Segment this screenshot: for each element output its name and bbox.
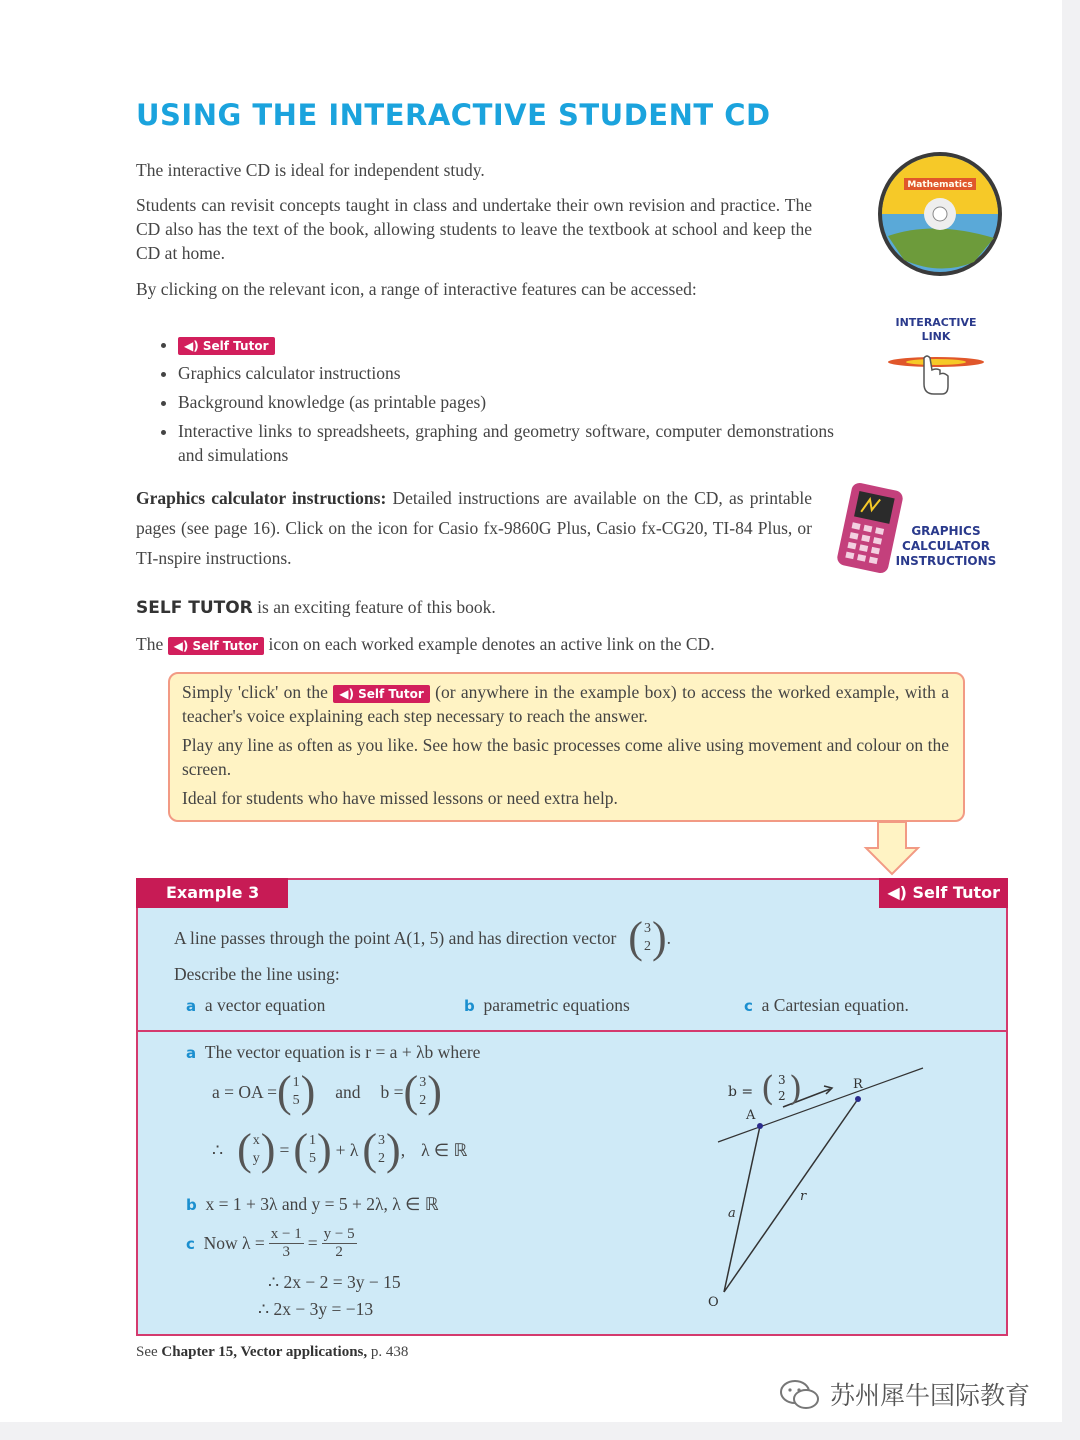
- self-tutor-paragraph: [136, 595, 856, 620]
- text: The: [136, 634, 164, 654]
- example-self-tutor-button[interactable]: ◀) Self Tutor: [879, 878, 1008, 908]
- intro-paragraph: The interactive CD is ideal for independent study.: [136, 160, 485, 180]
- example-tab: Example 3: [136, 878, 288, 908]
- svg-text:2: 2: [778, 1089, 786, 1103]
- solution-a-equation: ∴ ( x y ) = ( 1 5 ) + λ ( 3 2 ) , λ ∈ ℝ: [212, 1125, 468, 1174]
- wechat-icon: [778, 1378, 822, 1412]
- callout-line: Play any line as often as you like. See how the basic processes come alive using movement and colour on the screen.: [182, 735, 949, 779]
- svg-text:(: (: [761, 1069, 775, 1109]
- svg-text:3: 3: [778, 1073, 786, 1087]
- example-box[interactable]: [136, 878, 1008, 1336]
- self-tutor-icon-paragraph: [136, 632, 856, 656]
- self-tutor-callout: [168, 672, 965, 822]
- down-arrow-icon: [862, 822, 922, 878]
- solution-c-result: ∴ 2x − 3y = −13: [258, 1299, 374, 1319]
- self-tutor-badge[interactable]: ◀) Self Tutor: [178, 337, 275, 355]
- example-divider: [138, 1030, 1006, 1032]
- page-title: USING THE INTERACTIVE STUDENT CD: [136, 98, 771, 132]
- point-a: [757, 1123, 763, 1129]
- gc-text: Detailed instructions are available on the CD, as printable pages (see page 16). Click on the icon for Casio fx-9860G Plus, Casio fx-CG20, TI-84 Plus, or TI-nspire instructions.: [136, 488, 812, 568]
- features-intro: By clicking on the relevant icon, a range of interactive features can be accessed:: [136, 279, 697, 299]
- solution-c: c Now λ = $\frac{x - 1}{3}$ = $\frac{y - 5}{2}$: [186, 1226, 355, 1260]
- vector-diagram: [708, 1040, 948, 1310]
- watermark-text: 苏州犀牛国际教育: [830, 1381, 1031, 1410]
- solution-a-vectors: a = OA = ( 1 5 ) and b = ( 3 2 ): [212, 1067, 442, 1116]
- revision-paragraph: Students can revisit concepts taught in class and undertake their own revision and practice. The CD also has the text of the book, allowing students to leave the textbook at school and keep the CD at home.: [136, 195, 812, 263]
- question-line: A line passes through the point A(1, 5) and has direction vector ( 3 2 ) .: [174, 913, 671, 962]
- gc-instructions-label[interactable]: GRAPHICS CALCULATOR INSTRUCTIONS: [895, 524, 997, 568]
- features-list: [156, 332, 834, 472]
- feature-item: • Interactive links to spreadsheets, graphing and geometry software, computer demonstrations and simulations: [178, 419, 834, 467]
- point-r: [855, 1096, 861, 1102]
- interactive-link-label[interactable]: INTERACTIVE LINK: [895, 316, 977, 343]
- svg-text:A: A: [746, 1108, 756, 1123]
- solution-c-step: ∴ 2x − 2 = 3y − 15: [268, 1272, 401, 1292]
- svg-text:a: a: [728, 1206, 736, 1221]
- svg-text:b =: b =: [728, 1084, 754, 1100]
- vector-r: [724, 1099, 858, 1292]
- self-tutor-badge[interactable]: ◀) Self Tutor: [333, 685, 430, 703]
- self-tutor-heading: SELF TUTOR: [136, 598, 253, 618]
- solution-b: b x = 1 + 3λ and y = 5 + 2λ, λ ∈ ℝ: [186, 1194, 439, 1214]
- feature-item: • Background knowledge (as printable pages): [178, 390, 834, 414]
- svg-text:r: r: [800, 1189, 807, 1204]
- chapter-reference: See Chapter 15, Vector applications, p. 438: [136, 1344, 409, 1360]
- line-through-a-and-r: [718, 1068, 923, 1142]
- callout-line: Simply 'click' on the ◀) Self Tutor (or anywhere in the example box) to access the worked example, with a teacher's voice explaining each step necessary to reach the answer.: [182, 682, 950, 726]
- self-tutor-badge[interactable]: ◀) Self Tutor: [168, 637, 265, 655]
- cd-icon[interactable]: [874, 150, 1008, 278]
- callout-line: Ideal for students who have missed lessons or need extra help.: [182, 788, 618, 808]
- text: icon on each worked example denotes an active link on the CD.: [268, 634, 715, 654]
- svg-text:O: O: [708, 1295, 719, 1310]
- gc-heading: Graphics calculator instructions:: [136, 488, 387, 508]
- svg-text:): ): [789, 1069, 803, 1109]
- hand-pointer-icon[interactable]: [884, 350, 988, 398]
- self-tutor-text: is an exciting feature of this book.: [257, 597, 496, 617]
- svg-text:R: R: [853, 1077, 863, 1092]
- gc-paragraph: [136, 483, 812, 573]
- part-c: c a Cartesian equation.: [744, 995, 909, 1015]
- part-b: b parametric equations: [464, 995, 630, 1015]
- part-a: a a vector equation: [186, 995, 326, 1015]
- svg-text:Mathematics: Mathematics: [907, 180, 973, 190]
- solution-a: a The vector equation is r = a + λb where: [186, 1042, 481, 1062]
- feature-item: • Graphics calculator instructions: [178, 361, 834, 385]
- question-describe: Describe the line using:: [174, 964, 340, 984]
- feature-self-tutor: [178, 332, 834, 356]
